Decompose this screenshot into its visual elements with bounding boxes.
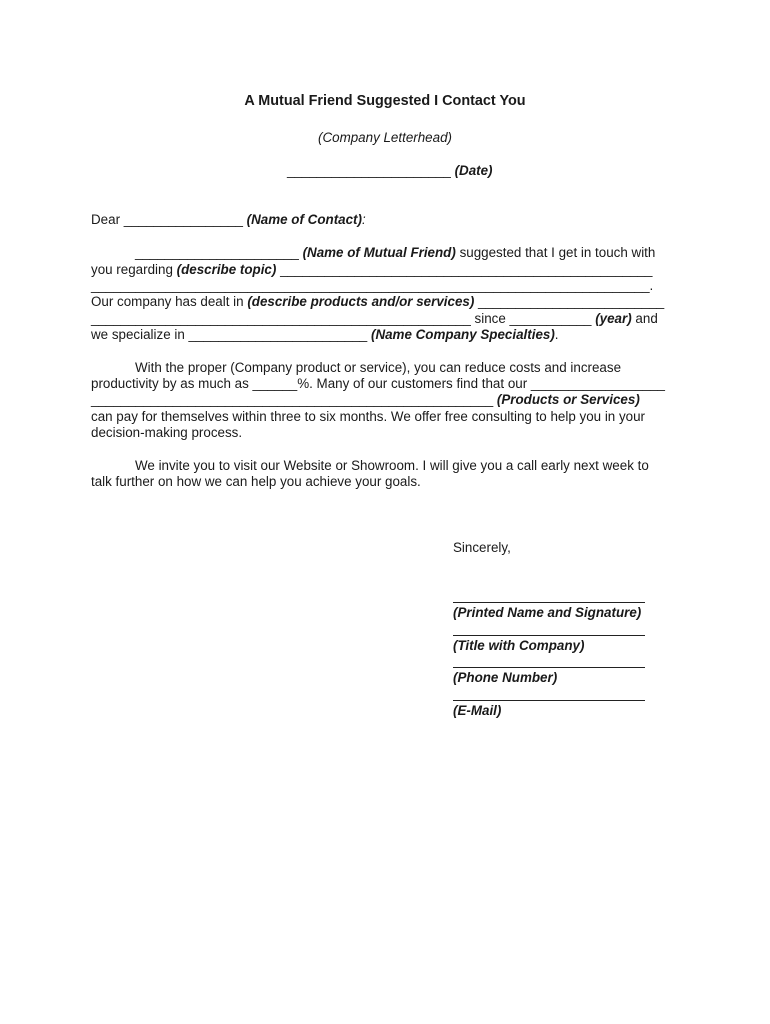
para1-text1: suggested that I get in touch with (459, 245, 656, 260)
percent-blank: ______ (252, 376, 298, 391)
since-text: since (474, 311, 506, 326)
para1-text2: you regarding (91, 262, 173, 277)
para3-line1: We invite you to visit our Website or Showroom. I will give you a call early next week to (135, 458, 649, 473)
signature-line (453, 602, 645, 603)
products-services-label: (describe products and/or services) (247, 294, 475, 309)
para2-rest2: %. Many of our customers find that our (297, 376, 528, 391)
phone-number-label: (Phone Number) (453, 670, 558, 685)
para1-line6 (91, 327, 559, 343)
products-blank: _________________________ (478, 294, 665, 309)
and-text: and (635, 311, 658, 326)
email-line (453, 700, 645, 701)
date-label: (Date) (454, 163, 493, 178)
para3-line2: talk further on how we can help you achieve your goals. (91, 474, 421, 489)
para2-line2 (91, 376, 665, 392)
topic-label: (describe topic) (176, 262, 277, 277)
specialties-label: (Name Company Specialties) (370, 327, 555, 342)
email-label: (E-Mail) (453, 703, 502, 718)
closing: Sincerely, (453, 540, 511, 555)
para2-line3 (91, 392, 640, 408)
contact-name-label: (Name of Contact) (246, 212, 362, 227)
para1-text4: Our company has dealt in (91, 294, 244, 309)
topic-blank: __________________________________________________ (280, 262, 653, 277)
letterhead-placeholder: (Company Letterhead) (318, 130, 452, 145)
date-line (287, 163, 493, 179)
para1-line3: ___________________________________________________________________________. (91, 278, 654, 293)
para2-line4: can pay for themselves within three to six months. We offer free consulting to help you in your (91, 409, 646, 424)
para2-blank2: __________________ (530, 376, 665, 391)
salutation-prefix: Dear (91, 212, 121, 227)
para1-blank5: ___________________________________________________ (91, 311, 471, 326)
year-blank: ___________ (509, 311, 592, 326)
page-title: A Mutual Friend Suggested I Contact You (244, 93, 526, 109)
salutation (91, 212, 366, 228)
para1-period: . (554, 327, 559, 342)
salutation-blank: ________________ (123, 212, 243, 227)
specialties-blank: ________________________ (188, 327, 368, 342)
para2-text2: productivity by as much as (91, 376, 249, 391)
mutual-friend-blank: ______________________ (135, 245, 299, 260)
phone-line (453, 667, 645, 668)
products-or-services-label: (Products or Services) (496, 392, 640, 407)
salutation-colon: : (361, 212, 366, 227)
para1-line1 (135, 245, 655, 261)
printed-name-label: (Printed Name and Signature) (453, 605, 642, 620)
para2-line1: With the proper (Company product or service), you can reduce costs and increase (135, 360, 622, 375)
para1-text6: we specialize in (91, 327, 185, 342)
year-label: (year) (595, 311, 632, 326)
title-line (453, 635, 645, 636)
date-blank: ______________________ (287, 163, 451, 178)
mutual-friend-label: (Name of Mutual Friend) (302, 245, 456, 260)
para1-line2 (91, 262, 652, 278)
para2-blank3: ______________________________________________________ (91, 392, 494, 407)
para2-line5: decision-making process. (91, 425, 243, 440)
para1-line5 (91, 311, 658, 327)
title-with-company-label: (Title with Company) (453, 638, 585, 653)
para1-line4 (91, 294, 664, 310)
